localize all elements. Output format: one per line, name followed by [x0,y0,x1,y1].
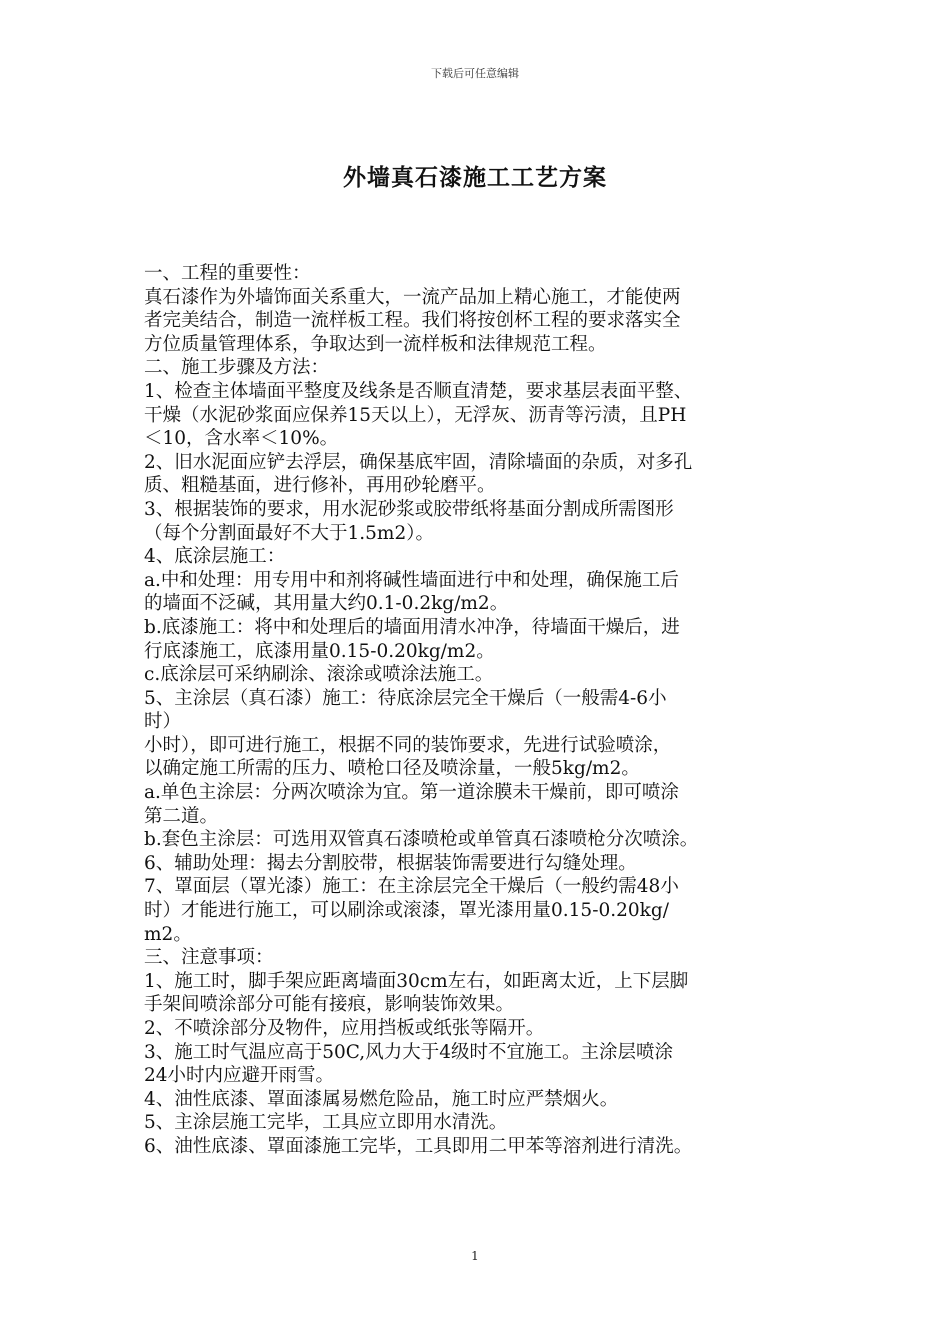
body-line: b.底漆施工：将中和处理后的墙面用清水冲净，待墙面干燥后，进 [144,616,680,638]
body-line: 3、施工时气温应高于50C,风力大于4级时不宜施工。主涂层喷涂 [144,1041,673,1063]
body-line: 方位质量管理体系，争取达到一流样板和法律规范工程。 [144,333,607,355]
header-note: 下载后可任意编辑 [431,67,519,80]
body-line: 手架间喷涂部分可能有接痕，影响装饰效果。 [144,994,515,1016]
body-line: 5、主涂层（真石漆）施工：待底涂层完全干燥后（一般需4-6小 [144,687,667,709]
body-line: 4、底涂层施工： [144,546,286,568]
body-line: a.单色主涂层：分两次喷涂为宜。第一道涂膜未干燥前，即可喷涂 [144,782,679,804]
body-line: 3、根据装饰的要求，用水泥砂浆或胶带纸将基面分割成所需图形 [144,498,674,520]
body-line: 行底漆施工，底漆用量0.15-0.20kg/m2。 [144,640,495,662]
body-line: 24小时内应避开雨雪。 [144,1065,335,1087]
body-line: 5、主涂层施工完毕，工具应立即用水清洗。 [144,1112,508,1134]
body-line: 2、不喷涂部分及物件，应用挡板或纸张等隔开。 [144,1018,545,1039]
body-line: 6、辅助处理：揭去分割胶带，根据装饰需要进行勾缝处理。 [144,852,637,874]
body-line: 时）才能进行施工，可以刷涂或滚漆，罩光漆用量0.15-0.20kg/ [144,900,669,922]
body-line: 二、施工步骤及方法： [144,357,330,379]
document-title: 外墙真石漆施工工艺方案 [343,164,607,191]
body-line: 小时），即可进行施工，根据不同的装饰要求，先进行试验喷涂， [144,734,672,756]
body-line: 第二道。 [144,805,219,827]
body-line: 时） [144,711,182,733]
document-body [144,262,812,1159]
body-line: 质、粗糙基面，进行修补，再用砂轮磨平。 [144,475,496,497]
body-line: 1、检查主体墙面平整度及线条是否顺直清楚，要求基层表面平整、 [144,380,693,402]
body-line: （每个分割面最好不大于1.5m2）。 [144,522,434,544]
body-line: 者完美结合，制造一流样板工程。我们将按创杯工程的要求落实全 [144,310,681,332]
page-number: 1 [471,1249,479,1263]
body-line: a.中和处理：用专用中和剂将碱性墙面进行中和处理，确保施工后 [144,569,679,591]
body-line: 真石漆作为外墙饰面关系重大，一流产品加上精心施工，才能使两 [144,286,681,308]
body-line: 6、油性底漆、罩面漆施工完毕，工具即用二甲苯等溶剂进行清洗。 [144,1135,693,1157]
body-line: 的墙面不泛碱，其用量大约0.1-0.2kg/m2。 [144,593,509,615]
body-line: 干燥（水泥砂浆面应保养15天以上），无浮灰、沥青等污渍，且PH [144,404,687,426]
body-line: 4、油性底漆、罩面漆属易燃危险品，施工时应严禁烟火。 [144,1088,619,1110]
body-line: c.底涂层可采纳刷涂、滚涂或喷涂法施工。 [144,664,494,686]
body-line: 1、施工时，脚手架应距离墙面30cm左右，如距离太近，上下层脚 [144,970,689,992]
body-line: 2、旧水泥面应铲去浮层，确保基底牢固，清除墙面的杂质，对多孔 [144,451,693,473]
body-line: 以确定施工所需的压力、喷枪口径及喷涂量，一般5kg/m2。 [144,758,640,780]
body-line: m2。 [144,923,192,945]
body-line: ＜10，含水率＜10%。 [144,428,339,450]
body-line: b.套色主涂层：可选用双管真石漆喷枪或单管真石漆喷枪分次喷涂。 [144,829,699,851]
body-line: 一、工程的重要性： [144,263,311,284]
body-line: 三、注意事项： [144,947,274,969]
body-line: 7、罩面层（罩光漆）施工：在主涂层完全干燥后（一般约需48小 [144,876,679,898]
